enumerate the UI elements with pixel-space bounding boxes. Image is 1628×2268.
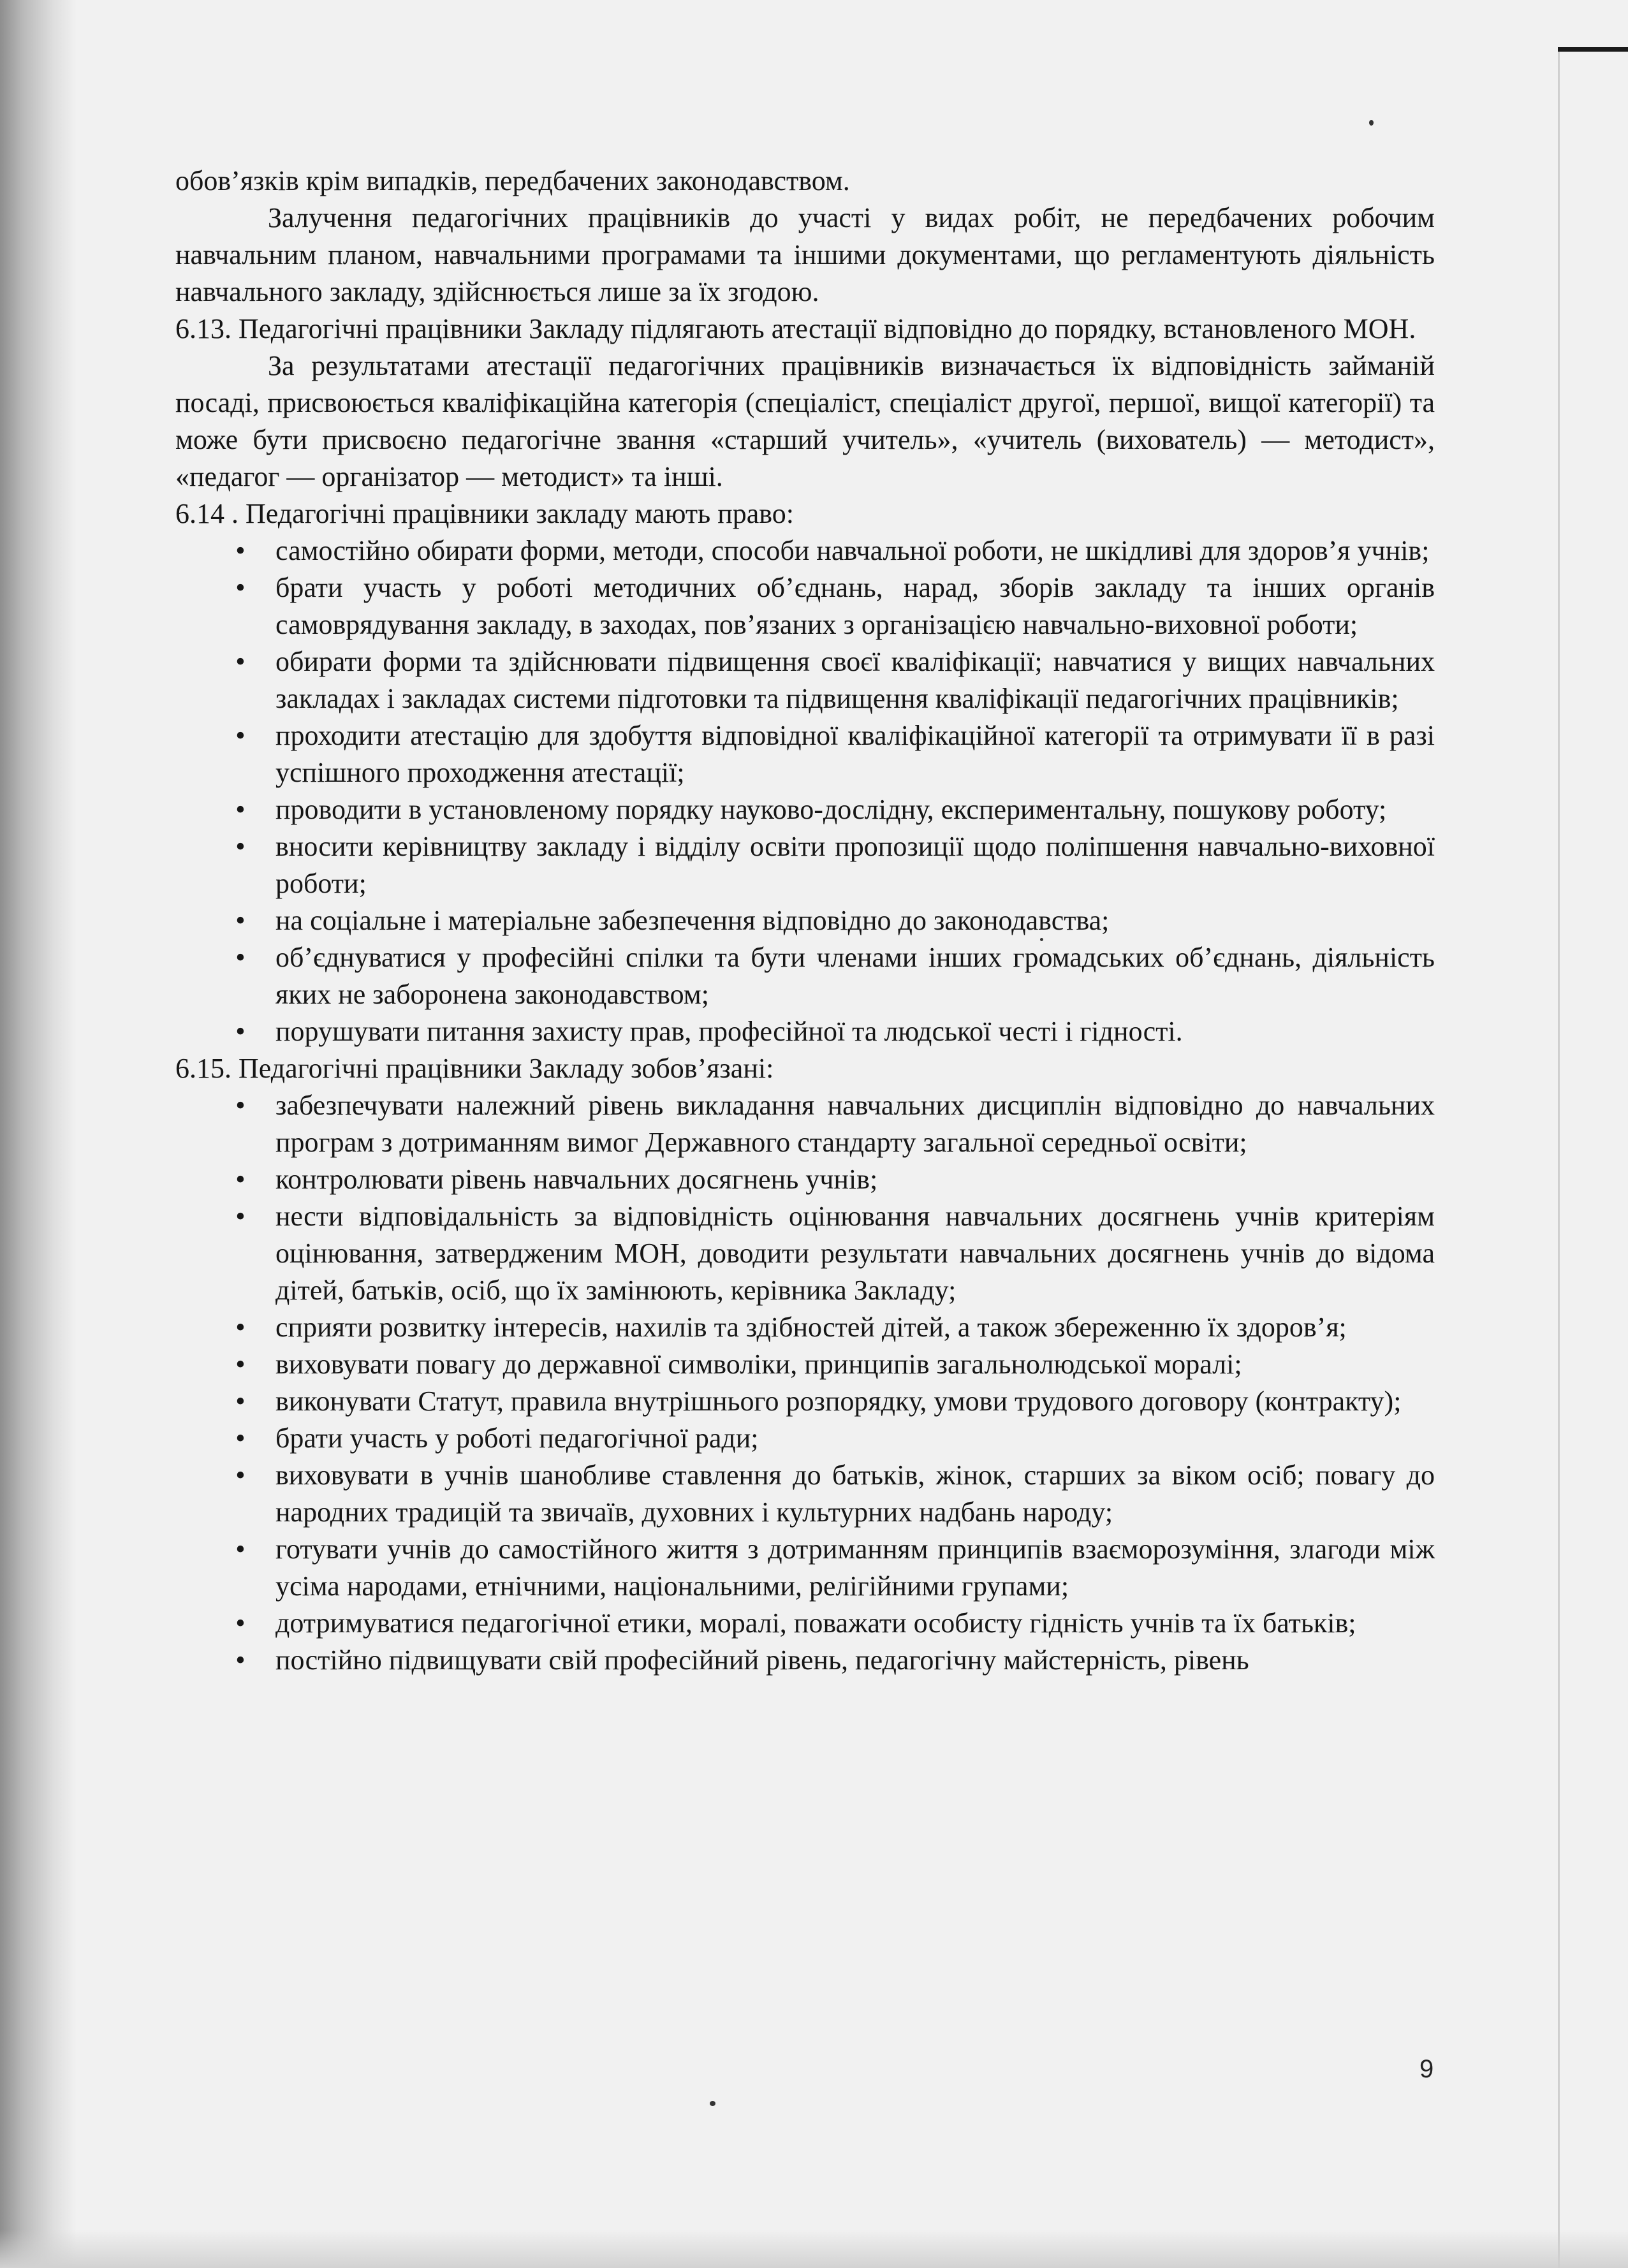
page-edge [1558, 47, 1560, 2268]
list-item-text: брати участь у роботі методичних об’єднань, нарад, зборів закладу та інших органів самоврядування закладу, в заходах, пов’язаних з організацією навчально-виховної роботи; [275, 572, 1435, 640]
scan-shadow [0, 0, 77, 2268]
list-item-text: брати участь у роботі педагогічної ради; [275, 1423, 759, 1454]
list-item [175, 939, 1435, 1013]
paragraph-6-13: 6.13. Педагогічні працівники Закладу підлягають атестації відповідно до порядку, встановленого МОН. [175, 313, 1416, 344]
list-item [175, 532, 1435, 569]
list-item [175, 643, 1435, 717]
bullet-icon: • [235, 535, 246, 566]
bullet-icon: • [235, 1201, 246, 1232]
bullet-icon: • [235, 1533, 246, 1565]
duties-list [175, 1087, 1435, 1679]
list-item [175, 1531, 1435, 1605]
document-page [175, 163, 1435, 1679]
list-item-text: дотримуватися педагогічної етики, моралі, поважати особисту гідність учнів та їх батьків; [275, 1607, 1356, 1639]
list-item [175, 1605, 1435, 1642]
bullet-icon: • [235, 905, 246, 936]
scan-shadow-bottom [0, 2230, 1628, 2268]
paragraph-attestation-results: За результатами атестації педагогічних працівників визначається їх відповідність займаній посаді, присвоюється кваліфікаційна категорія (спеціаліст, спеціаліст другої, першої, вищої категорії) та може бути присвоєно педагогічне звання «старший учитель», «учитель (вихователь) — методист», «педагог — організатор — методист» та інші. [175, 350, 1435, 492]
scan-speck [1369, 120, 1374, 126]
list-item [175, 1198, 1435, 1309]
bullet-icon: • [235, 1164, 246, 1195]
list-item [175, 791, 1435, 828]
list-item [175, 1457, 1435, 1531]
rights-list [175, 532, 1435, 1050]
list-item [175, 1087, 1435, 1161]
list-item-text: виховувати повагу до державної символіки, принципів загальнолюдської моралі; [275, 1349, 1242, 1380]
bullet-icon: • [235, 572, 246, 603]
section-6-14-heading: 6.14 . Педагогічні працівники закладу мають право: [175, 498, 794, 529]
list-item [175, 828, 1435, 902]
list-item-text: контролювати рівень навчальних досягнень учнів; [275, 1164, 878, 1195]
list-item [175, 1161, 1435, 1198]
list-item-text: порушувати питання захисту прав, професійної та людської честі і гідності. [275, 1016, 1183, 1047]
list-item-text: проводити в установленому порядку науково-дослідну, експериментальну, пошукову роботу; [275, 794, 1387, 825]
list-item [175, 717, 1435, 791]
bullet-icon: • [235, 646, 246, 677]
list-item-text: постійно підвищувати свій професійний рівень, педагогічну майстерність, рівень [275, 1644, 1249, 1676]
bullet-icon: • [235, 1460, 246, 1491]
bullet-icon: • [235, 1349, 246, 1380]
bullet-icon: • [235, 942, 246, 973]
bullet-icon: • [235, 1644, 246, 1676]
page-edge-mark [1558, 47, 1628, 52]
list-item-text: об’єднуватися у професійні спілки та бути членами інших громадських об’єднань, діяльність яких не заборонена законодавством; [275, 942, 1435, 1010]
section-6-15-heading: 6.15. Педагогічні працівники Закладу зобов’язані: [175, 1053, 774, 1084]
bullet-icon: • [235, 1090, 246, 1121]
list-item-text: вносити керівництву закладу і відділу освіти пропозиції щодо поліпшення навчально-виховної роботи; [275, 831, 1435, 899]
list-item [175, 1013, 1435, 1050]
scan-speck [710, 2101, 715, 2106]
bullet-icon: • [235, 720, 246, 751]
list-item-text: готувати учнів до самостійного життя з дотриманням принципів взаєморозуміння, злагоди між усіма народами, етнічними, національними, релігійними групами; [275, 1533, 1435, 1602]
bullet-icon: • [235, 1607, 246, 1639]
list-item-text: забезпечувати належний рівень викладання навчальних дисциплін відповідно до навчальних програм з дотриманням вимог Державного стандарту загальної середньої освіти; [275, 1090, 1435, 1158]
list-item-text: на соціальне і матеріальне забезпечення відповідно до законодавства; [275, 905, 1110, 936]
paragraph-continuation: обов’язків крім випадків, передбачених законодавством. [175, 165, 850, 196]
list-item-text: виконувати Статут, правила внутрішнього розпорядку, умови трудового договору (контракту); [275, 1386, 1402, 1417]
list-item [175, 1420, 1435, 1457]
bullet-icon: • [235, 1016, 246, 1047]
list-item [175, 569, 1435, 643]
list-item [175, 1346, 1435, 1383]
bullet-icon: • [235, 794, 246, 825]
list-item-text: обирати форми та здійснювати підвищення своєї кваліфікації; навчатися у вищих навчальних закладах і закладах системи підготовки та підвищення кваліфікації педагогічних працівників; [275, 646, 1435, 714]
bullet-icon: • [235, 1386, 246, 1417]
list-item-text: нести відповідальність за відповідність оцінювання навчальних досягнень учнів критеріям оцінювання, затвердженим МОН, доводити результати навчальних досягнень учнів до відома дітей, батьків, осіб, що їх замінюють, керівника Закладу; [275, 1201, 1435, 1306]
list-item-text: сприяти розвитку інтересів, нахилів та здібностей дітей, а також збереженню їх здоров’я; [275, 1312, 1347, 1343]
page-number: 9 [1419, 2055, 1434, 2083]
list-item-text: самостійно обирати форми, методи, способи навчальної роботи, не шкідливі для здоров’я учнів; [275, 535, 1430, 566]
list-item [175, 1383, 1435, 1420]
bullet-icon: • [235, 1312, 246, 1343]
paragraph-involvement: Залучення педагогічних працівників до участі у видах робіт, не передбачених робочим навчальним планом, навчальними програмами та іншими документами, що регламентують діяльність навчального закладу, здійснюється лише за їх згодою. [175, 202, 1435, 307]
list-item-text: проходити атестацію для здобуття відповідної кваліфікаційної категорії та отримувати її в разі успішного проходження атестації; [275, 720, 1435, 788]
list-item-text: виховувати в учнів шанобливе ставлення до батьків, жінок, старших за віком осіб; повагу до народних традицій та звичаїв, духовних і культурних надбань народу; [275, 1460, 1435, 1528]
bullet-icon: • [235, 831, 246, 862]
bullet-icon: • [235, 1423, 246, 1454]
list-item [175, 1309, 1435, 1346]
list-item [175, 1642, 1435, 1679]
list-item [175, 902, 1435, 939]
